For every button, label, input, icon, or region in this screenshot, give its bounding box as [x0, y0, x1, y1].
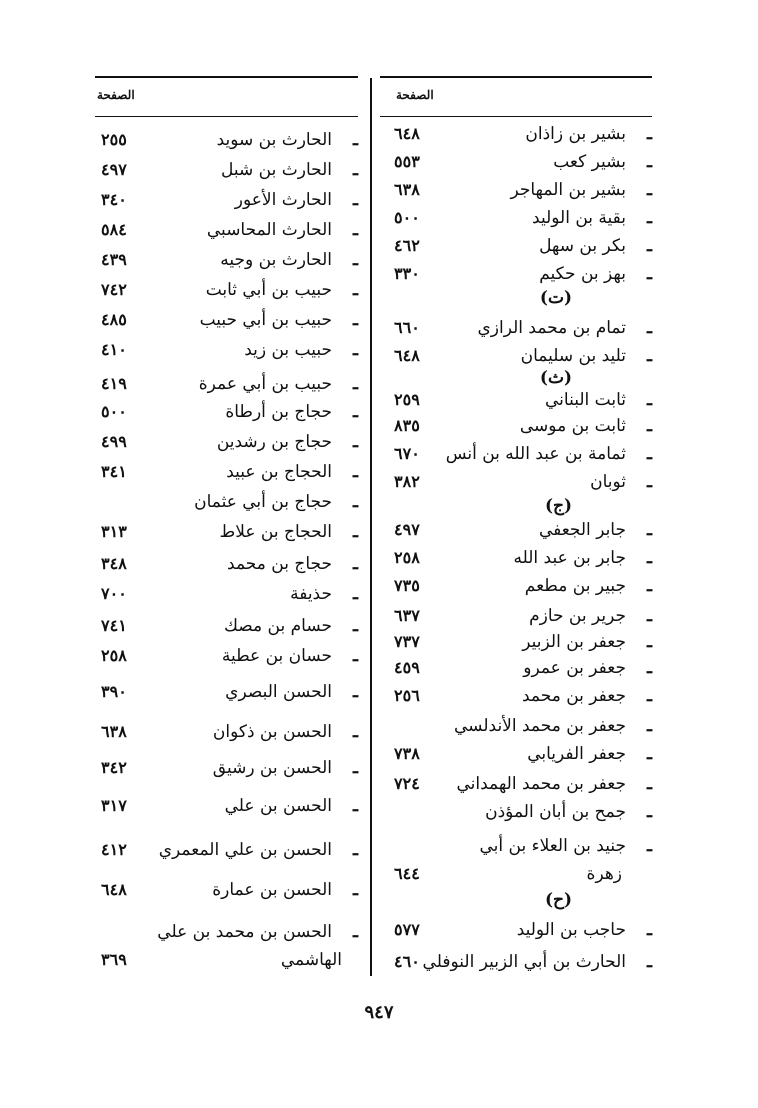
entry-dash: ـ [647, 180, 652, 200]
index-entry [95, 642, 358, 670]
entry-page-number: ٦٣٨ [101, 722, 127, 741]
index-entry [95, 276, 358, 304]
section-letter: (ت) [539, 288, 572, 308]
entry-page-number: ٢٥٥ [101, 130, 127, 149]
entry-name: بشير بن زاذان [525, 124, 626, 144]
entry-name: جعفر بن محمد الأندلسي [454, 716, 626, 736]
entry-name: الحارث المحاسبي [206, 220, 332, 240]
index-entry [380, 572, 652, 600]
index-entry [380, 412, 652, 440]
entry-name: الحارث بن أبي الزبير النوفلي [422, 952, 626, 972]
index-entry [380, 948, 652, 976]
entry-name: زهرة [586, 864, 622, 884]
entry-dash: ـ [353, 758, 358, 778]
entry-dash: ـ [353, 160, 358, 180]
index-entry [380, 468, 652, 496]
entry-page-number: ٤٩٩ [101, 432, 127, 451]
entry-name: حجاج بن رشدين [216, 432, 332, 452]
right-top-rule [380, 76, 652, 78]
entry-page-number: ٨٣٥ [394, 416, 420, 435]
entry-page-number: ٣١٧ [101, 796, 127, 815]
entry-page-number: ٥٥٣ [394, 152, 420, 171]
entry-page-number: ٦٤٨ [101, 880, 127, 899]
index-entry [95, 918, 358, 946]
entry-name: ثمامة بن عبد الله بن أنس [445, 444, 626, 464]
right-column [380, 0, 652, 1108]
entry-name: الهاشمي [280, 950, 342, 970]
entry-name: الحسن البصري [225, 682, 332, 702]
entry-page-number: ٧٤٢ [101, 280, 127, 299]
entry-name: بقية بن الوليد [532, 208, 626, 228]
entry-name: حبيب بن أبي حبيب [199, 310, 332, 330]
entry-page-number: ٥٠٠ [101, 402, 127, 421]
entry-dash: ـ [353, 922, 358, 942]
index-entry [95, 246, 358, 274]
entry-name: بشير كعب [553, 152, 626, 172]
index-entry-continuation [95, 946, 358, 974]
entry-dash: ـ [353, 374, 358, 394]
index-entry [380, 712, 652, 740]
entry-name: حبيب بن أبي عمرة [198, 374, 332, 394]
entry-name: ثوبان [590, 472, 626, 492]
entry-dash: ـ [647, 152, 652, 172]
index-entry [95, 186, 358, 214]
entry-dash: ـ [647, 606, 652, 626]
entry-page-number: ٧٤١ [101, 616, 127, 635]
index-entry [95, 458, 358, 486]
entry-page-number: ٧٣٧ [394, 632, 420, 651]
entry-dash: ـ [353, 880, 358, 900]
entry-dash: ـ [353, 796, 358, 816]
index-entry [380, 832, 652, 860]
entry-page-number: ٣٣٠ [394, 264, 420, 283]
index-entry [95, 398, 358, 426]
right-header-rule [380, 116, 652, 117]
entry-name: تمام بن محمد الرازي [477, 318, 626, 338]
entry-dash: ـ [647, 548, 652, 568]
entry-name: جابر الجعفي [538, 520, 626, 540]
entry-name: بكر بن سهل [539, 236, 626, 256]
entry-page-number: ٣٤٠ [101, 190, 127, 209]
entry-page-number: ٤٩٧ [394, 520, 420, 539]
entry-page-number: ٣٤٨ [101, 554, 127, 573]
index-entry [380, 682, 652, 710]
index-entry [95, 612, 358, 640]
entry-dash: ـ [647, 346, 652, 366]
left-column-header: الصفحة [97, 88, 135, 102]
index-entry-continuation [380, 860, 652, 888]
index-entry [380, 120, 652, 148]
index-entry [380, 232, 652, 260]
entry-name: الحارث بن شبل [221, 160, 332, 180]
entry-name: جعفر بن عمرو [523, 658, 626, 678]
entry-name: حذيفة [290, 584, 332, 604]
entry-name: ثابت بن موسى [519, 416, 626, 436]
entry-page-number: ٤١٠ [101, 340, 127, 359]
index-entry [95, 836, 358, 864]
entry-dash: ـ [353, 130, 358, 150]
section-letter: (ث) [539, 368, 572, 388]
index-entry [380, 260, 652, 288]
entry-page-number: ٢٥٨ [101, 646, 127, 665]
entry-name: حجاج بن أرطاة [225, 402, 332, 422]
entry-page-number: ٣٩٠ [101, 682, 127, 701]
column-divider [370, 78, 372, 976]
entry-dash: ـ [353, 432, 358, 452]
entry-page-number: ٦٤٨ [394, 124, 420, 143]
section-letter: (ج) [544, 496, 572, 516]
entry-name: جعفر بن محمد [521, 686, 626, 706]
entry-dash: ـ [647, 920, 652, 940]
entry-dash: ـ [647, 576, 652, 596]
entry-dash: ـ [647, 236, 652, 256]
index-entry [380, 342, 652, 370]
entry-name: بشير بن المهاجر [510, 180, 626, 200]
index-entry [380, 654, 652, 682]
index-entry [380, 148, 652, 176]
entry-name: الحسن بن علي المعمري [158, 840, 332, 860]
entry-name: حسان بن عطية [221, 646, 332, 666]
index-entry [95, 518, 358, 546]
entry-name: جعفر بن الزبير [522, 632, 626, 652]
entry-name: جابر بن عبد الله [513, 548, 626, 568]
entry-page-number: ٤١٢ [101, 840, 127, 859]
entry-page-number: ٥٠٠ [394, 208, 420, 227]
entry-dash: ـ [353, 190, 358, 210]
entry-page-number: ٦٤٨ [394, 346, 420, 365]
index-entry [380, 602, 652, 630]
entry-dash: ـ [353, 340, 358, 360]
index-entry [95, 336, 358, 364]
index-entry [380, 516, 652, 544]
entry-dash: ـ [353, 492, 358, 512]
index-entry [380, 798, 652, 826]
entry-name: الحسن بن ذكوان [212, 722, 332, 742]
entry-page-number: ٣٤١ [101, 462, 127, 481]
index-entry [95, 550, 358, 578]
index-entry [95, 678, 358, 706]
entry-name: جمح بن أبان المؤذن [485, 802, 626, 822]
entry-name: الحسن بن علي [224, 796, 332, 816]
entry-page-number: ٤١٩ [101, 374, 127, 393]
entry-name: الحارث بن وجيه [220, 250, 332, 270]
entry-dash: ـ [647, 472, 652, 492]
entry-dash: ـ [647, 686, 652, 706]
entry-dash: ـ [353, 584, 358, 604]
index-entry [95, 718, 358, 746]
index-entry [95, 488, 358, 516]
entry-dash: ـ [647, 208, 652, 228]
entry-dash: ـ [353, 616, 358, 636]
entry-page-number: ٤٩٧ [101, 160, 127, 179]
entry-dash: ـ [647, 952, 652, 972]
index-entry [95, 428, 358, 456]
entry-dash: ـ [353, 682, 358, 702]
entry-page-number: ٣٨٢ [394, 472, 420, 491]
index-entry [95, 580, 358, 608]
entry-name: حاجب بن الوليد [516, 920, 626, 940]
entry-dash: ـ [353, 280, 358, 300]
entry-name: الحسن بن عمارة [212, 880, 332, 900]
entry-page-number: ٣٦٩ [101, 950, 127, 969]
entry-dash: ـ [353, 522, 358, 542]
entry-name: الحسن بن رشيق [212, 758, 332, 778]
index-entry [380, 770, 652, 798]
entry-page-number: ٣٤٢ [101, 758, 127, 777]
entry-name: جنيد بن العلاء بن أبي [479, 836, 626, 856]
entry-page-number: ٧٣٥ [394, 576, 420, 595]
entry-dash: ـ [647, 124, 652, 144]
entry-page-number: ٦٣٨ [394, 180, 420, 199]
entry-page-number: ٥٧٧ [394, 920, 420, 939]
entry-name: الحجاج بن عبيد [226, 462, 332, 482]
entry-dash: ـ [353, 402, 358, 422]
section-letter: (ح) [544, 890, 572, 910]
entry-name: بهز بن حكيم [539, 264, 626, 284]
right-column-header: الصفحة [396, 88, 434, 102]
index-entry [95, 876, 358, 904]
entry-dash: ـ [647, 444, 652, 464]
entry-page-number: ٧٢٤ [394, 774, 420, 793]
index-entry [380, 204, 652, 232]
entry-name: الحسن بن محمد بن علي [157, 922, 332, 942]
entry-dash: ـ [647, 264, 652, 284]
entry-page-number: ٦٣٧ [394, 606, 420, 625]
entry-dash: ـ [647, 802, 652, 822]
entry-dash: ـ [353, 840, 358, 860]
entry-name: ثابت البناني [545, 390, 626, 410]
entry-page-number: ٢٥٦ [394, 686, 420, 705]
index-entry [95, 306, 358, 334]
entry-name: جرير بن حازم [529, 606, 626, 626]
entry-page-number: ٤٦٢ [394, 236, 420, 255]
entry-dash: ـ [353, 250, 358, 270]
index-entry [380, 544, 652, 572]
entry-name: الحجاج بن علاط [219, 522, 332, 542]
entry-page-number: ٤٥٩ [394, 658, 420, 677]
entry-page-number: ٧٣٨ [394, 744, 420, 763]
entry-name: حسام بن مصك [223, 616, 332, 636]
index-entry [95, 792, 358, 820]
entry-dash: ـ [647, 836, 652, 856]
entry-dash: ـ [647, 416, 652, 436]
index-entry [380, 628, 652, 656]
entry-page-number: ٢٥٨ [394, 548, 420, 567]
entry-dash: ـ [647, 658, 652, 678]
entry-dash: ـ [647, 774, 652, 794]
entry-name: حبيب بن زيد [244, 340, 332, 360]
index-entry [380, 314, 652, 342]
entry-page-number: ٤٦٠ [394, 952, 420, 971]
entry-page-number: ٤٨٥ [101, 310, 127, 329]
entry-dash: ـ [647, 390, 652, 410]
index-entry [95, 216, 358, 244]
entry-dash: ـ [647, 632, 652, 652]
index-entry [380, 740, 652, 768]
entry-name: حجاج بن أبي عثمان [194, 492, 332, 512]
entry-page-number: ٧٠٠ [101, 584, 127, 603]
index-entry [380, 386, 652, 414]
entry-page-number: ٦٤٤ [394, 864, 420, 883]
entry-dash: ـ [353, 462, 358, 482]
entry-dash: ـ [353, 220, 358, 240]
index-entry [95, 126, 358, 154]
entry-name: الحارث بن سويد [216, 130, 332, 150]
index-entry [380, 440, 652, 468]
index-entry [95, 156, 358, 184]
entry-dash: ـ [647, 716, 652, 736]
entry-page-number: ٥٨٤ [101, 220, 127, 239]
entry-page-number: ٢٥٩ [394, 390, 420, 409]
left-top-rule [95, 76, 358, 78]
entry-dash: ـ [647, 744, 652, 764]
page-number: ٩٤٧ [364, 1002, 394, 1023]
index-entry [380, 916, 652, 944]
entry-page-number: ٤٣٩ [101, 250, 127, 269]
index-entry [380, 176, 652, 204]
entry-page-number: ٦٧٠ [394, 444, 420, 463]
index-entry [95, 754, 358, 782]
entry-name: تليد بن سليمان [520, 346, 626, 366]
entry-name: جبير بن مطعم [524, 576, 626, 596]
entry-name: الحارث الأعور [234, 190, 332, 210]
entry-dash: ـ [353, 646, 358, 666]
entry-dash: ـ [353, 722, 358, 742]
left-header-rule [95, 116, 358, 117]
entry-dash: ـ [353, 310, 358, 330]
entry-dash: ـ [647, 520, 652, 540]
entry-name: حجاج بن محمد [227, 554, 332, 574]
entry-name: حبيب بن أبي ثابت [205, 280, 332, 300]
entry-name: جعفر الفريابي [527, 744, 626, 764]
left-column [95, 0, 358, 1108]
index-entry [95, 370, 358, 398]
entry-name: جعفر بن محمد الهمداني [456, 774, 626, 794]
entry-dash: ـ [647, 318, 652, 338]
entry-dash: ـ [353, 554, 358, 574]
entry-page-number: ٦٦٠ [394, 318, 420, 337]
entry-page-number: ٣١٣ [101, 522, 127, 541]
